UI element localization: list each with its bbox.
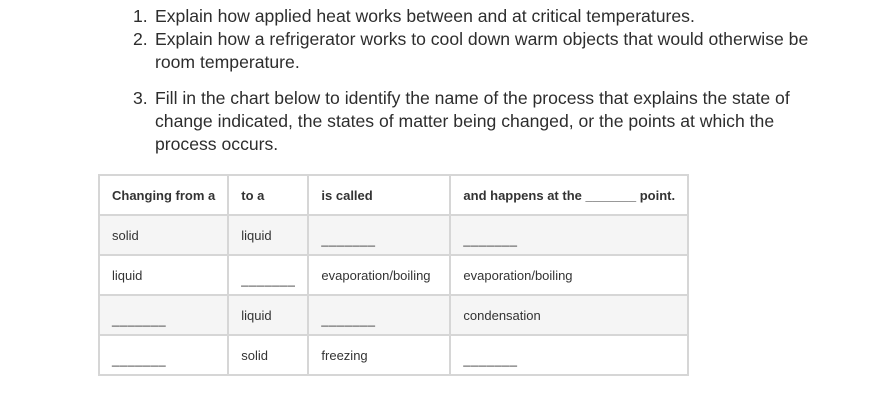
- question-2: [133, 28, 833, 74]
- cell-from-blank[interactable]: _______: [99, 295, 228, 335]
- cell-to: liquid: [228, 215, 308, 255]
- question-text: Fill in the chart below to identify the name of the process that explains the state of change indicated, the states of matter being changed, or the points at which the process occurs.: [155, 88, 790, 154]
- table-row: [99, 335, 688, 375]
- cell-to: liquid: [228, 295, 308, 335]
- question-number: 1.: [133, 6, 148, 26]
- table-header-row: [99, 175, 688, 215]
- question-text: Explain how applied heat works between and at critical temperatures.: [155, 6, 695, 26]
- state-change-chart: [98, 174, 689, 376]
- header-happens-at: and happens at the _______ point.: [450, 175, 688, 215]
- question-number: 3.: [133, 88, 148, 108]
- table-row: [99, 295, 688, 335]
- question-list: [133, 5, 833, 156]
- cell-process: freezing: [308, 335, 450, 375]
- question-1: [133, 5, 833, 28]
- header-changing-from: Changing from a: [99, 175, 228, 215]
- cell-point-blank[interactable]: _______: [450, 215, 688, 255]
- cell-process-blank[interactable]: _______: [308, 215, 450, 255]
- cell-from: liquid: [99, 255, 228, 295]
- cell-point: condensation: [450, 295, 688, 335]
- cell-point-blank[interactable]: _______: [450, 335, 688, 375]
- header-to: to a: [228, 175, 308, 215]
- cell-from-blank[interactable]: _______: [99, 335, 228, 375]
- cell-to-blank[interactable]: _______: [228, 255, 308, 295]
- header-is-called: is called: [308, 175, 450, 215]
- cell-from: solid: [99, 215, 228, 255]
- cell-process: evaporation/boiling: [308, 255, 450, 295]
- table-row: [99, 255, 688, 295]
- cell-process-blank[interactable]: _______: [308, 295, 450, 335]
- question-number: 2.: [133, 29, 148, 49]
- cell-point: evaporation/boiling: [450, 255, 688, 295]
- question-text: Explain how a refrigerator works to cool down warm objects that would otherwise be room temperature.: [155, 29, 809, 72]
- cell-to: solid: [228, 335, 308, 375]
- question-3: [133, 87, 833, 156]
- table-row: [99, 215, 688, 255]
